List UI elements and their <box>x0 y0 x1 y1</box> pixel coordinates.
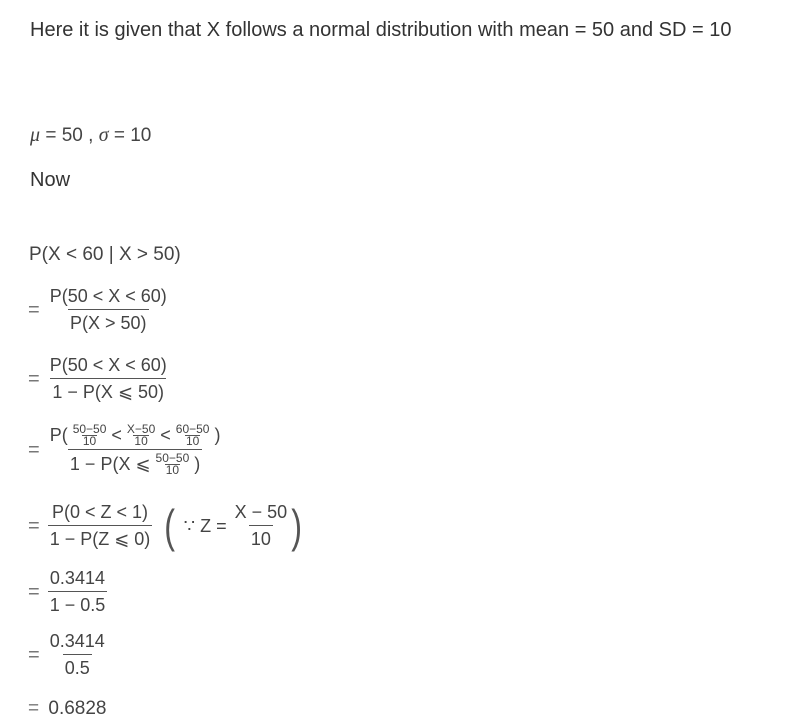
step-3-fraction <box>48 424 223 476</box>
sigma-value: = 10 <box>113 125 152 146</box>
step-4-fraction <box>48 502 153 550</box>
now-label: Now <box>30 169 71 191</box>
step-3-numerator: P( 50−50 10 < X−50 10 < 60−50 10 ) <box>49 422 221 448</box>
step-4: = $\frac{P(0 < Z < 1)}{1 - P(Z ⩽ 0)}$ ( ∵ Z = $\frac{X - 50}{10}$ ) <box>28 502 304 550</box>
mu-value: = 50 , <box>45 125 94 146</box>
sigma-symbol: σ <box>98 124 109 146</box>
step-2: = $\frac{P(50 < X < 60)}{1 - P(X ⩽ 50)}$ <box>28 355 167 402</box>
step-5-denominator: 1 − 0.5 <box>48 591 108 616</box>
step-3-denominator: 1 − P(X ⩽ 50−50 10 ) <box>69 451 201 477</box>
final-answer: = 0.6828 <box>28 698 107 719</box>
intro-text: Here it is given that X follows a normal distribution with mean = 50 and SD = 10 <box>30 19 732 41</box>
mu-symbol: μ <box>30 124 41 146</box>
step-1-denominator: P(X > 50) <box>68 309 149 334</box>
step-4-numerator: P(0 < Z < 1) <box>51 502 149 522</box>
step-2-denominator: 1 − P(X ⩽ 50) <box>50 378 166 403</box>
step-6: = $\frac{0.3414}{0.5}$ <box>28 631 105 678</box>
step-1-numerator: P(50 < X < 60) <box>49 286 167 306</box>
step-5: = $\frac{0.3414}{1 - 0.5}$ <box>28 568 106 615</box>
step-1: = $\frac{P(50 < X < 60)}{P(X > 50)}$ <box>28 286 167 333</box>
standardization-note: ( ∵ Z = $\frac{X - 50}{10}$ ) <box>164 500 303 552</box>
final-value: 0.6828 <box>48 698 107 719</box>
step-5-numerator: 0.3414 <box>49 568 105 588</box>
step-2-numerator: P(50 < X < 60) <box>49 355 167 375</box>
step-3: = P( 50−50 10 < X−50 10 < 60−50 10 ) 1 − P(X ⩽ 50−50 10 ) <box>28 422 221 477</box>
step-2-fraction <box>48 355 169 403</box>
conditional-probability: P(X < 60 | X > 50) <box>29 244 181 265</box>
step-6-numerator: 0.3414 <box>49 631 105 651</box>
step-4-denominator: 1 − P(Z ⩽ 0) <box>48 525 153 550</box>
step-6-denominator: 0.5 <box>63 654 92 679</box>
step-6-fraction <box>48 631 107 679</box>
parameters <box>30 124 151 147</box>
step-1-fraction <box>48 286 169 334</box>
step-5-fraction <box>48 568 108 616</box>
